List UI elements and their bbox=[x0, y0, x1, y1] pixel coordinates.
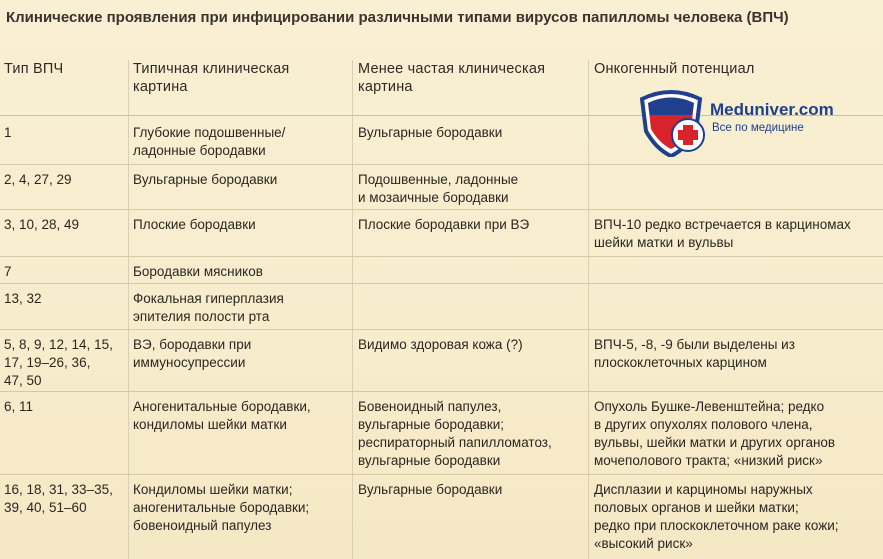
header-less-common: Менее частая клиническая картина bbox=[358, 61, 546, 95]
cell-type: 6, 11 bbox=[4, 399, 34, 414]
table-row bbox=[0, 284, 883, 330]
meduniver-logo[interactable] bbox=[630, 85, 860, 160]
cell-oncogenic: ВПЧ-5, -8, -9 были выделены из плоскоклеточных карцином bbox=[594, 337, 795, 370]
cell-type: 5, 8, 9, 12, 14, 15, 17, 19–26, 36, 47, 50 bbox=[4, 337, 113, 388]
logo-name: Meduniver.com bbox=[710, 100, 834, 119]
cell-less-common: Вульгарные бородавки bbox=[358, 125, 503, 140]
cell-type: 1 bbox=[4, 125, 12, 140]
cell-typical: Вульгарные бородавки bbox=[133, 172, 278, 187]
table-row bbox=[0, 475, 883, 559]
cell-less-common: Подошвенные, ладонные и мозаичные бородавки bbox=[358, 172, 519, 205]
cell-type: 13, 32 bbox=[4, 291, 42, 306]
cell-oncogenic: Опухоль Бушке-Левенштейна; редко в других опухолях полового члена, вульвы, шейки матки и других органов мочеполового тракта; «низкий риск» bbox=[594, 399, 836, 468]
page-title: Клинические проявления при инфицировании различными типами вирусов папилломы человека (ВПЧ) bbox=[6, 9, 789, 26]
header-oncogenic: Онкогенный потенциал bbox=[594, 61, 755, 77]
cell-less-common: Бовеноидный папулез, вульгарные бородавки; респираторный папилломатоз, вульгарные бородавки bbox=[358, 399, 552, 468]
table-row bbox=[0, 392, 883, 475]
cell-typical: Бородавки мясников bbox=[133, 264, 263, 279]
cell-oncogenic: ВПЧ-10 редко встречается в карциномах шейки матки и вульвы bbox=[594, 217, 851, 250]
table-row bbox=[0, 210, 883, 257]
cell-typical: ВЭ, бородавки при иммуносупрессии bbox=[133, 337, 252, 370]
table-row bbox=[0, 330, 883, 392]
cell-less-common: Вульгарные бородавки bbox=[358, 482, 503, 497]
header-type: Тип ВПЧ bbox=[4, 61, 64, 77]
cell-typical: Фокальная гиперплазия эпителия полости рта bbox=[133, 291, 284, 324]
header-typical: Типичная клиническая картина bbox=[133, 61, 290, 95]
cell-typical: Глубокие подошвенные/ ладонные бородавки bbox=[133, 125, 286, 158]
cell-oncogenic: Дисплазии и карциномы наружных половых органов и шейки матки; редко при плоскоклеточном раке кожи; «высокий риск» bbox=[594, 482, 839, 551]
cell-typical: Кондиломы шейки матки; аногенитальные бородавки; бовеноидный папулез bbox=[133, 482, 310, 533]
cell-type: 16, 18, 31, 33–35, 39, 40, 51–60 bbox=[4, 482, 113, 515]
cell-type: 7 bbox=[4, 264, 12, 279]
cell-typical: Плоские бородавки bbox=[133, 217, 256, 232]
cell-type: 2, 4, 27, 29 bbox=[4, 172, 72, 187]
table-row bbox=[0, 165, 883, 210]
cell-less-common: Видимо здоровая кожа (?) bbox=[358, 337, 523, 352]
table-row bbox=[0, 257, 883, 284]
shield-cross-icon bbox=[634, 85, 708, 157]
cell-less-common: Плоские бородавки при ВЭ bbox=[358, 217, 530, 232]
cell-type: 3, 10, 28, 49 bbox=[4, 217, 80, 232]
cell-typical: Аногенитальные бородавки, кондиломы шейки матки bbox=[133, 399, 311, 432]
logo-tagline: Все по медицине bbox=[712, 122, 804, 134]
